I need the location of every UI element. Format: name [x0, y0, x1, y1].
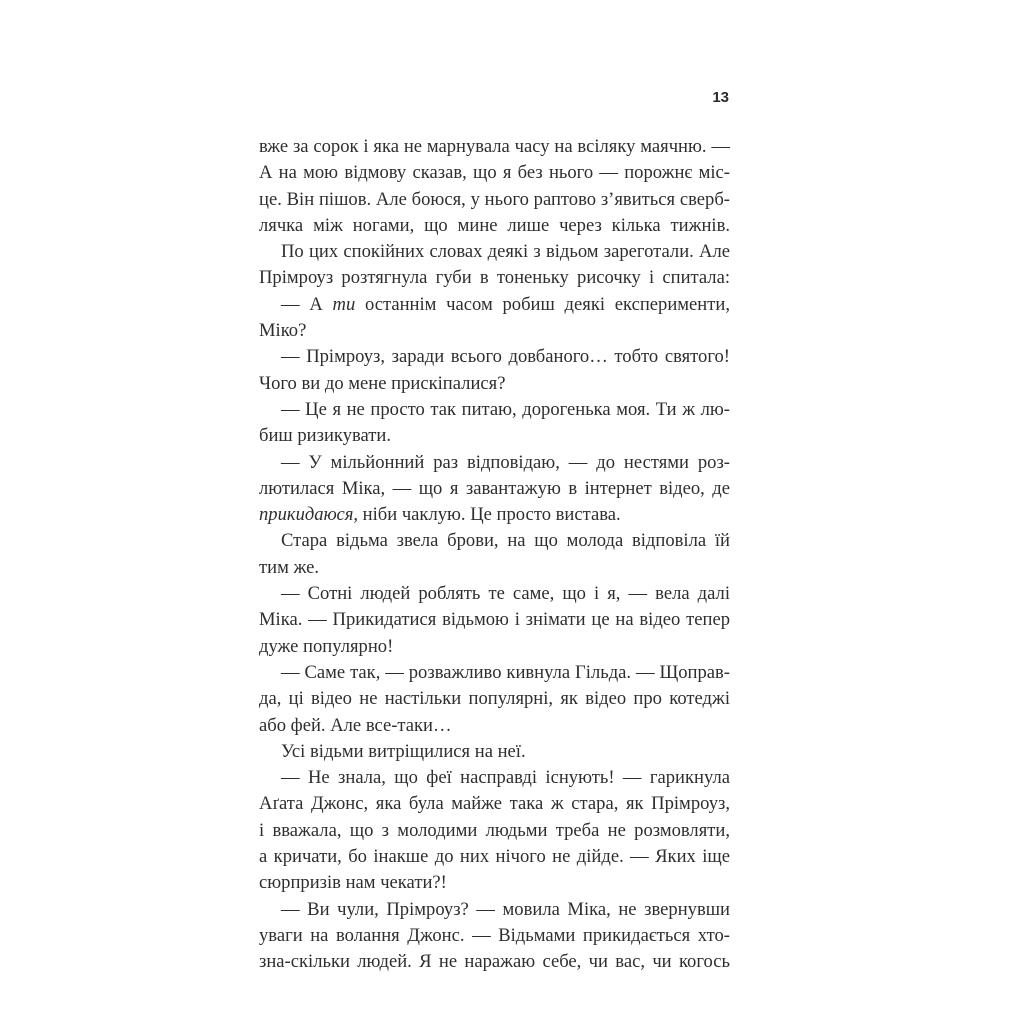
text-segment: Усі відьми витріщилися на неї. — [281, 740, 526, 762]
text-line — [259, 844, 730, 870]
text-segment: тим же. — [259, 556, 319, 578]
text-line — [259, 660, 730, 686]
text-line — [259, 739, 730, 765]
text-segment: — Ви чули, Прімроуз? — мовила Міка, не звернувши — [281, 898, 730, 920]
text-line — [259, 897, 730, 923]
text-segment: А на мою відмову сказав, що я без нього — порожнє міс- — [259, 162, 730, 184]
text-line — [259, 870, 730, 896]
text-line — [259, 528, 730, 554]
text-line — [259, 423, 730, 449]
text-segment: да, ці відео не настільки популярні, як відео про котеджі — [259, 688, 730, 710]
text-line — [259, 791, 730, 817]
text-segment: — А — [281, 293, 333, 315]
text-line — [259, 187, 730, 213]
text-line — [259, 713, 730, 739]
page-number: 13 — [712, 89, 729, 106]
text-line — [259, 239, 730, 265]
text-segment: — Прімроуз, заради всього довбаного… тобто святого! — [281, 346, 730, 368]
text-line — [259, 923, 730, 949]
text-line — [259, 160, 730, 186]
text-segment: биш ризикувати. — [259, 425, 392, 447]
text-segment: дуже популярно! — [259, 635, 394, 657]
text-line — [259, 318, 730, 344]
text-segment: останнім часом робиш деякі експерименти, — [355, 293, 730, 315]
text-segment: Чого ви до мене прискіпалися? — [259, 372, 506, 394]
text-line — [259, 686, 730, 712]
text-segment: — Саме так, — розважливо кивнула Гільда. — Щоправ- — [281, 661, 730, 683]
text-segment: і вважала, що з молодими людьми треба не розмовляти, — [259, 819, 730, 841]
text-line — [259, 450, 730, 476]
text-line — [259, 265, 730, 291]
text-segment: — Не знала, що феї насправді існують! — гарикнула — [281, 767, 730, 789]
emphasis-text: прикидаюся, — [259, 504, 358, 526]
text-segment: Міка. — Прикидатися відьмою і знімати це на відео тепер — [259, 609, 730, 631]
text-line — [259, 634, 730, 660]
text-segment: уваги на волання Джонс. — Відьмами прикидається хто- — [259, 924, 730, 946]
text-segment: це. Він пішов. Але боюся, у нього раптово з’явиться сверб- — [259, 188, 730, 210]
text-line — [259, 502, 730, 528]
text-line — [259, 949, 730, 975]
text-segment: По цих спокійних словах деякі з відьом зареготали. Але — [281, 241, 730, 263]
text-line — [259, 476, 730, 502]
text-line — [259, 581, 730, 607]
text-line — [259, 818, 730, 844]
text-line — [259, 765, 730, 791]
text-line — [259, 292, 730, 318]
text-segment: лячка між ногами, що мине лише через кілька тижнів. — [259, 214, 730, 236]
text-line — [259, 397, 730, 423]
text-line — [259, 344, 730, 370]
text-segment: ніби чаклую. Це просто вистава. — [358, 504, 621, 526]
text-segment: — У мільйонний раз відповідаю, — до нестями роз- — [281, 451, 730, 473]
text-segment: зна-скільки людей. Я не наражаю себе, чи вас, чи когось — [259, 951, 730, 973]
text-segment: — Сотні людей роблять те саме, що і я, — вела далі — [281, 583, 730, 605]
text-line — [259, 213, 730, 239]
emphasis-text: ти — [332, 293, 356, 315]
text-segment: Стара відьма звела брови, на що молода відповіла їй — [281, 530, 730, 552]
body-text — [259, 134, 730, 976]
text-segment: лютилася Міка, — що я завантажую в інтернет відео, де — [259, 477, 730, 499]
text-segment: Міко? — [259, 320, 307, 342]
text-segment: вже за сорок і яка не марнувала часу на всіляку маячню. — — [259, 136, 730, 157]
text-line — [259, 134, 730, 160]
text-segment: — Це я не просто так питаю, дорогенька моя. Ти ж лю- — [281, 398, 730, 420]
text-segment: Аґата Джонс, яка була майже така ж стара, як Прімроуз, — [259, 793, 730, 815]
text-line — [259, 371, 730, 397]
text-segment: Прімроуз розтягнула губи в тоненьку рисочку і спитала: — [259, 267, 730, 289]
text-line — [259, 555, 730, 581]
text-line — [259, 607, 730, 633]
text-segment: а кричати, бо інакше до них нічого не дійде. — Яких іще — [259, 846, 730, 868]
text-segment: або фей. Але все-таки… — [259, 714, 452, 736]
text-segment: сюрпризів нам чекати?! — [259, 872, 447, 894]
